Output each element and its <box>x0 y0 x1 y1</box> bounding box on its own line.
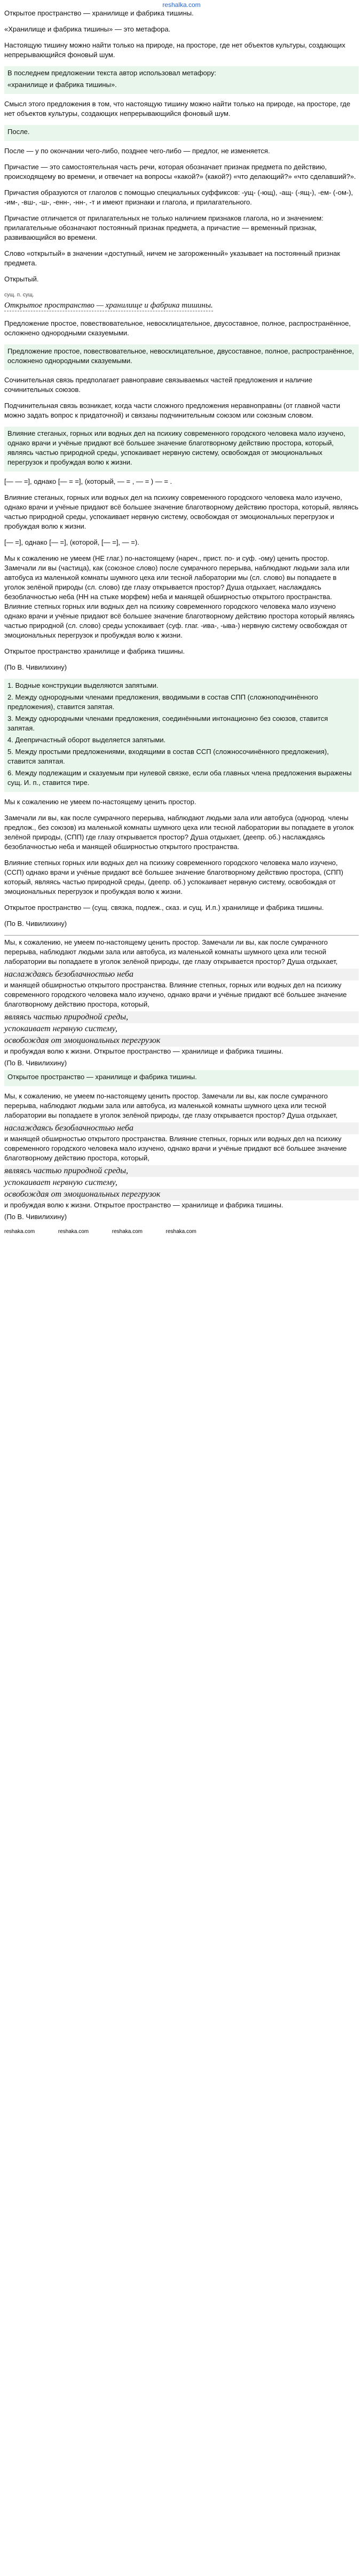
highlight-block <box>4 66 359 94</box>
participial-phrase: являясь частью природной среды, <box>4 1011 359 1023</box>
highlight-block <box>4 1070 359 1086</box>
participial-phrase: являясь частью природной среды, <box>4 1165 359 1177</box>
participial-phrase: освобождая от эмоциональных перегрузок <box>4 1189 359 1200</box>
paragraph: Влияние стеганых, горных или водных дел на психику современного городского человека мало изучено, однако врачи и учёные придают всё большее значение благотворному действию простора, который, являясь частью природной среды, успокаивает нервную систему, освобождая от эмоциональных перегрузок и пробуждая волю к жизни. <box>7 429 345 466</box>
paragraph: Открытый. <box>4 275 39 283</box>
paragraph: «хранилище и фабрика тишины». <box>7 81 117 89</box>
participial-phrase: освобождая от эмоциональных перегрузок <box>4 1035 359 1047</box>
rule-item: 4. Деепричастный оборот выделяется запятыми. <box>7 736 166 744</box>
paragraph: Влияние стеганых, горных или водных дел на психику современного городского человека мало изучено, однако врачи и учёные придают всё большее значение благотворному действию простора, который, являясь частью природной среды, успокаивает нервную систему, освобождая от эмоциональных перегрузок и пробуждая волю к жизни. <box>4 493 359 530</box>
paragraph: Причастие — это самостоятельная часть речи, которая обозначает признак предмета по действию, происходящему во времени, и отвечает на вопросы «какой?» (какой?) «что делающий?» «что сделавший?». <box>4 163 356 180</box>
watermark: reshaka.com <box>4 1229 35 1235</box>
paragraph: и манящей обширностью открытого пространства. Влияние степных, горных или водных дел на психику современного городского человека мало изучено, однако врачи и учёные придают всё большее значение благотворному действию простора, который, <box>4 1135 347 1162</box>
rule-item: 6. Между подлежащим и сказуемым при нулевой связке, если оба главных члена предложения выражены сущ. И. п., ставится тире. <box>7 769 352 787</box>
scheme-line: [— =], однако [— =], (которой, [— =], — =). <box>4 538 139 546</box>
paragraph: После. <box>7 128 30 136</box>
paragraph: (По В. Чивилихину) <box>4 920 67 928</box>
paragraph: Слово «открытый» в значении «доступный, ничем не загороженный» указывает на постоянный признак предмета. <box>4 249 341 267</box>
annotated-text <box>4 1091 359 1222</box>
paragraph: Мы к сожалению не умеем (НЕ глаг.) по-настоящему (нареч., прист. по- и суф. -ому) ценить простор. Замечали ли вы (частица), как (союзное слово) после сумрачного перерыва, наблюдают людьми зала или автобуса из маленькой комнаты шумного цеха или тесной лаборатории мы (сл. слово) вы попадаете в уголок зелёной природы (сл. слово) где глазу открывается простор? Душа отдыхает, наслаждаясь безоблачностью неба (НН на стыке морфем) неба и манящей обширностью открытого пространства. Влияние степных горных или водных дел на психику современного городского человека мало изучено однако врачи и учёные придают всё большее значение благотворному действию простора который являясь частью природной (сл. слово) среды успокаивает (суф. глаг. -ива-, -ыва-) нервную систему освобождая от эмоциональных перегрузок и пробуждая волю к жизни. <box>4 554 355 639</box>
paragraph: Влияние степных горных или водных дел на психику современного городского человека мало изучено, (ССП) однако врачи и учёные придают всё большее значение благотворному действию простора, (СПП) который, являясь частью природной среды, (деепр. об.) успокаивает нервную систему, освобождая от эмоциональных перегрузок и пробуждая волю к жизни. <box>4 859 343 896</box>
paragraph: Мы к сожалению не умеем по-настоящему ценить простор. <box>4 798 196 806</box>
paragraph: Сочинительная связь предполагает равноправие связываемых частей предложения и наличие сочинительных союзов. <box>4 376 313 394</box>
participial-phrase: наслаждаясь безоблачностью неба <box>4 1122 359 1134</box>
highlight-block <box>4 344 359 370</box>
scheme-line: [— — =], однако [— = =], (который, — = , — = ) — = . <box>4 477 172 485</box>
paragraph: «Хранилище и фабрика тишины» — это метафора. <box>4 25 171 33</box>
rule-item: 2. Между однородными членами предложения, вводимыми в состав СПП (сложноподчинённого предложения), ставится запятая. <box>7 693 318 711</box>
paragraph: Замечали ли вы, как после сумрачного перерыва, наблюдают людьми зала или автобуса (однород. члены предлож., без союзов) из маленькой комнаты шумного цеха или тесной лаборатории вы попадаете в уголок зелёной природы, (СПП) где глазу открывается простор? Душа отдыхает, (деепр. об.) наслаждаясь безоблачностью неба и манящей обширностью открытого пространства. <box>4 814 354 851</box>
paragraph: Открытое пространство хранилище и фабрика тишины. <box>4 647 185 655</box>
rule-item: 3. Между однородными членами предложения, соединёнными интонационно без союзов, ставится запятая. <box>7 714 328 732</box>
scheme-labels: сущ. п. сущ. <box>4 292 34 298</box>
paragraph: Мы, к сожалению, не умеем по-настоящему ценить простор. Замечали ли вы, как после сумрачного перерыва, наблюдают людьми зала или автобуса, из маленькой комнаты шумного цеха или тесной лаборатории вы попадаете в уголок зелёной природы, где глазу открывается простор? Душа отдыхает, <box>4 1092 338 1119</box>
rules-block <box>4 679 359 792</box>
watermark-row <box>4 1226 359 1237</box>
paragraph: Предложение простое, повествовательное, невосклицательное, двусоставное, полное, распространённое, осложнено однородными сказуемыми. <box>7 347 354 365</box>
watermark: reshaka.com <box>112 1229 143 1235</box>
highlight-block <box>4 125 359 141</box>
paragraph: и пробуждая волю к жизни. Открытое пространство — хранилище и фабрика тишины. <box>4 1047 283 1055</box>
annotated-text <box>4 935 359 1068</box>
paragraph: (По В. Чивилихину) <box>4 663 67 671</box>
rule-item: 1. Водные конструкции выделяются запятыми. <box>7 681 159 689</box>
highlight-block <box>4 427 359 472</box>
paragraph: Причастие отличается от прилагательных не только наличием признаков глагола, но и значением: прилагательные обозначают постоянный признак предмета, а причастие — временный признак, развивающийся во времени. <box>4 214 323 241</box>
paragraph: Предложение простое, повествовательное, невосклицательное, двусоставное, полное, распространённое, осложнено однородными сказуемыми. <box>4 319 351 337</box>
paragraph: и пробуждая волю к жизни. Открытое пространство — хранилище и фабрика тишины. <box>4 1201 283 1209</box>
paragraph: Настоящую тишину можно найти только на природе, на просторе, где нет объектов культуры, создающих непрерывающийся фоновый шум. <box>4 41 345 59</box>
paragraph: Причастия образуются от глаголов с помощью специальных суффиксов: -ущ- (-ющ), -ащ- (-ящ-), -ем- (-ом-), -им-, -вш-, -ш-, -енн-, -нн-, -т и имеют признаки и глагола, и прилагательного. <box>4 189 353 206</box>
paragraph: Открытое пространство — (сущ. связка, подлеж., сказ. и сущ. И.п.) хранилище и фабрика тишины. <box>4 904 324 912</box>
watermark: reshaka.com <box>58 1229 89 1235</box>
document-body <box>0 9 363 1237</box>
paragraph: Смысл этого предложения в том, что настоящую тишину можно найти только на природе, на просторе, где нет объектов культуры, создающих непрерывающийся фоновый шум. <box>4 100 351 117</box>
paragraph: После — у по окончании чего-либо, позднее чего-либо — предлог, не изменяется. <box>4 147 270 155</box>
participial-phrase: успокаивает нервную систему, <box>4 1178 117 1187</box>
participial-phrase: успокаивает нервную систему, <box>4 1024 117 1033</box>
paragraph: (По В. Чивилихину) <box>4 1059 67 1067</box>
paragraph: В последнем предложении текста автор использовал метафору: <box>7 69 216 77</box>
participial-phrase: наслаждаясь безоблачностью неба <box>4 969 359 980</box>
watermark: reshaka.com <box>165 1229 196 1235</box>
rule-item: 5. Между простыми предложениями, входящими в состав ССП (сложносочинённого предложения), ставится запятая. <box>7 748 329 765</box>
paragraph: Открытое пространство — хранилище и фабрика тишины. <box>7 1073 197 1081</box>
syntax-scheme <box>4 290 359 311</box>
paragraph: Подчинительная связь возникает, когда части сложного предложения неравноправны (от главной части можно задать вопрос к придаточной) и связаны подчинительным союзом или союзным словом. <box>4 402 341 419</box>
scheme-sentence: Открытое пространство — хранилище и фабрика тишины. <box>4 300 213 311</box>
site-logo[interactable]: reshalka.com <box>162 1 201 9</box>
paragraph: (По В. Чивилихину) <box>4 1213 67 1221</box>
paragraph: Мы, к сожалению, не умеем по-настоящему ценить простор. Замечали ли вы, как после сумрачного перерыва, наблюдают людьми зала или автобуса, из маленькой комнаты шумного цеха или тесной лаборатории вы попадаете в уголок зелёной природы, где глазу открывается простор? Душа отдыхает, <box>4 938 338 965</box>
paragraph: Открытое пространство — хранилище и фабрика тишины. <box>4 9 194 17</box>
paragraph: и манящей обширностью открытого пространства. Влияние степных, горных или водных дел на психику современного городского человека мало изучено, однако врачи и учёные придают всё большее значение благотворному действию простора, который, <box>4 981 347 1008</box>
